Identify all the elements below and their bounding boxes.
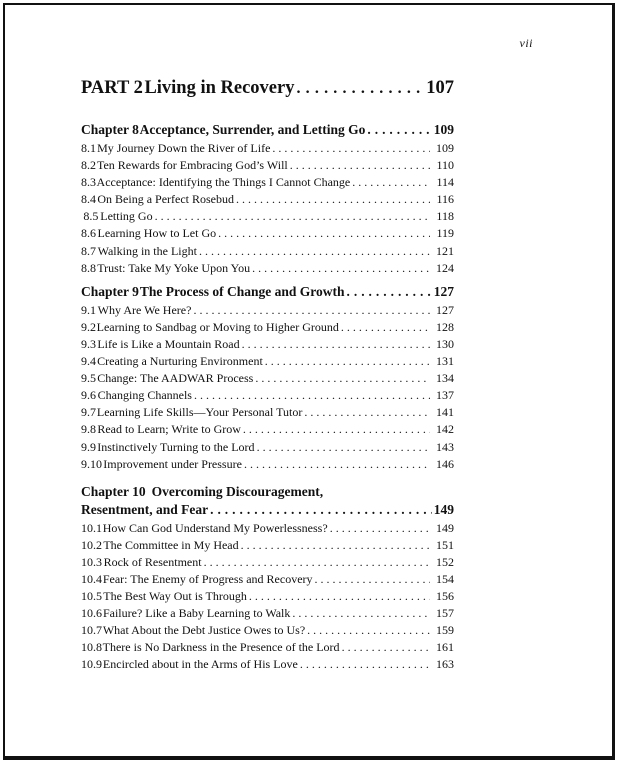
section-page: 119 bbox=[436, 226, 454, 241]
toc-entry[interactable] bbox=[81, 244, 454, 261]
section-title: Rock of Resentment bbox=[103, 554, 202, 569]
part-page: 107 bbox=[426, 78, 454, 98]
dot-leader bbox=[347, 284, 432, 300]
section-page: 134 bbox=[436, 371, 454, 386]
dot-leader bbox=[341, 320, 430, 335]
section-page: 130 bbox=[436, 336, 454, 351]
section-page: 163 bbox=[436, 657, 454, 672]
section-number: 9.5 bbox=[81, 371, 96, 386]
dot-leader bbox=[199, 244, 430, 259]
chapter-title-line2: Resentment, and Fear bbox=[81, 501, 209, 517]
chapter-title-line1: Overcoming Discouragement, bbox=[151, 483, 324, 499]
dot-leader bbox=[249, 589, 430, 604]
section-title: Why Are We Here? bbox=[97, 302, 192, 317]
toc-entry[interactable] bbox=[81, 623, 454, 640]
section-page: 128 bbox=[436, 319, 454, 334]
chapter-9-block bbox=[81, 284, 454, 474]
section-title: Change: The AADWAR Process bbox=[97, 371, 254, 386]
section-title: Walking in the Light bbox=[97, 243, 197, 258]
section-page: 114 bbox=[436, 175, 454, 190]
dot-leader bbox=[342, 640, 430, 655]
toc-entry[interactable] bbox=[81, 209, 454, 226]
part-label: PART 2 bbox=[81, 78, 143, 98]
section-title: There is No Darkness in the Presence of the Lord bbox=[102, 640, 340, 655]
toc-entry[interactable] bbox=[81, 303, 454, 320]
section-page: 152 bbox=[436, 554, 454, 569]
section-page: 149 bbox=[436, 520, 454, 535]
section-title: The Best Way Out is Through bbox=[103, 589, 247, 604]
dot-leader bbox=[257, 440, 430, 455]
section-number: 8.3 bbox=[81, 175, 96, 190]
toc-entry[interactable] bbox=[81, 572, 454, 589]
toc-entry[interactable] bbox=[81, 192, 454, 209]
section-title: Learning How to Let Go bbox=[97, 226, 217, 241]
section-number: 9.9 bbox=[81, 439, 96, 454]
dot-leader bbox=[155, 209, 430, 224]
section-number: 10.5 bbox=[81, 589, 102, 604]
toc-entry[interactable] bbox=[81, 337, 454, 354]
section-title: Changing Channels bbox=[97, 388, 192, 403]
table-of-contents bbox=[81, 78, 454, 675]
section-number: 10.6 bbox=[81, 606, 102, 621]
dot-leader bbox=[272, 141, 430, 156]
dot-leader bbox=[330, 521, 430, 536]
section-page: 116 bbox=[436, 192, 454, 207]
dot-leader bbox=[290, 158, 430, 173]
toc-entry[interactable] bbox=[81, 521, 454, 538]
toc-entry[interactable] bbox=[81, 141, 454, 158]
section-title: My Journey Down the River of Life bbox=[97, 141, 271, 155]
section-number: 8.1 bbox=[81, 141, 96, 155]
dot-leader bbox=[242, 337, 430, 352]
toc-entry[interactable] bbox=[81, 457, 454, 474]
chapter-title: The Process of Change and Growth bbox=[139, 283, 345, 299]
toc-entry[interactable] bbox=[81, 405, 454, 422]
section-page: 157 bbox=[436, 606, 454, 621]
section-number: 9.3 bbox=[81, 336, 96, 351]
section-title: Encircled about in the Arms of His Love bbox=[102, 657, 298, 672]
toc-entry[interactable] bbox=[81, 555, 454, 572]
toc-entry[interactable] bbox=[81, 158, 454, 175]
section-page: 156 bbox=[436, 589, 454, 604]
toc-entry[interactable] bbox=[81, 354, 454, 371]
section-title: Learning Life Skills—Your Personal Tutor bbox=[96, 405, 303, 420]
section-number: 10.4 bbox=[81, 571, 102, 586]
section-page: 146 bbox=[436, 456, 454, 471]
section-page: 127 bbox=[436, 302, 454, 317]
dot-leader bbox=[352, 175, 430, 190]
chapter-8-block bbox=[81, 122, 454, 278]
section-page: 121 bbox=[436, 243, 454, 258]
dot-leader bbox=[292, 606, 430, 621]
dot-leader bbox=[307, 623, 430, 638]
section-number: 8.4 bbox=[81, 192, 96, 207]
toc-entry[interactable] bbox=[81, 657, 454, 674]
chapter-heading[interactable] bbox=[81, 284, 454, 303]
toc-entry[interactable] bbox=[81, 640, 454, 657]
chapter-label: Chapter 8 bbox=[81, 122, 139, 137]
section-number: 10.3 bbox=[81, 554, 102, 569]
dot-leader bbox=[265, 354, 430, 369]
toc-entry[interactable] bbox=[81, 320, 454, 337]
section-number: 10.9 bbox=[81, 657, 102, 672]
section-title: Learning to Sandbag or Moving to Higher Ground bbox=[96, 319, 339, 334]
section-title: What About the Debt Justice Owes to Us? bbox=[102, 623, 306, 638]
section-title: The Committee in My Head bbox=[103, 537, 239, 552]
dot-leader bbox=[194, 388, 430, 403]
section-number: 8.7 bbox=[81, 243, 96, 258]
dot-leader bbox=[244, 457, 430, 472]
chapter-heading-line2[interactable] bbox=[81, 502, 454, 521]
section-title: Failure? Like a Baby Learning to Walk bbox=[102, 606, 291, 621]
section-page: 142 bbox=[436, 422, 454, 437]
part-heading[interactable] bbox=[81, 78, 454, 106]
dot-leader bbox=[255, 371, 430, 386]
section-title: How Can God Understand My Powerlessness? bbox=[102, 520, 328, 535]
section-number: 9.10 bbox=[81, 456, 102, 471]
part-title: Living in Recovery bbox=[144, 78, 295, 98]
dot-leader bbox=[241, 538, 430, 553]
chapter-label: Chapter 10 bbox=[81, 483, 146, 499]
section-number: 8.8 bbox=[81, 260, 96, 275]
dot-leader bbox=[300, 657, 430, 672]
section-page: 159 bbox=[436, 623, 454, 638]
section-number: 9.2 bbox=[81, 319, 96, 334]
section-number: 10.8 bbox=[81, 640, 102, 655]
dot-leader bbox=[367, 122, 431, 138]
dot-leader bbox=[315, 572, 430, 587]
page-number: vii bbox=[519, 36, 533, 50]
toc-entry[interactable] bbox=[81, 422, 454, 439]
section-number: 9.8 bbox=[81, 422, 96, 437]
chapter-label: Chapter 9 bbox=[81, 283, 139, 299]
toc-entry[interactable] bbox=[81, 589, 454, 606]
section-number: 10.7 bbox=[81, 623, 102, 638]
chapter-title: Acceptance, Surrender, and Letting Go bbox=[139, 122, 366, 137]
dot-leader bbox=[252, 261, 430, 276]
section-title: Trust: Take My Yoke Upon You bbox=[97, 260, 251, 275]
section-number: 9.6 bbox=[81, 388, 96, 403]
section-page: 151 bbox=[436, 537, 454, 552]
section-page: 143 bbox=[436, 439, 454, 454]
chapter-heading[interactable] bbox=[81, 122, 454, 141]
section-page: 137 bbox=[436, 388, 454, 403]
section-page: 131 bbox=[436, 354, 454, 369]
section-number: 10.1 bbox=[81, 520, 102, 535]
section-page: 124 bbox=[436, 260, 454, 275]
section-number: 8.6 bbox=[81, 226, 96, 241]
dot-leader bbox=[243, 422, 430, 437]
chapter-heading-line1[interactable] bbox=[81, 484, 454, 502]
section-page: 141 bbox=[436, 405, 454, 420]
section-title: Creating a Nurturing Environment bbox=[97, 354, 263, 369]
section-number: 9.4 bbox=[81, 354, 96, 369]
dot-leader bbox=[236, 192, 430, 207]
toc-entry[interactable] bbox=[81, 175, 454, 192]
section-title: Instinctively Turning to the Lord bbox=[97, 439, 255, 454]
section-title: Acceptance: Identifying the Things I Cannot Change bbox=[96, 175, 351, 190]
chapter-page: 109 bbox=[433, 122, 454, 137]
toc-entry[interactable] bbox=[81, 371, 454, 388]
dot-leader bbox=[218, 226, 430, 241]
section-page: 161 bbox=[436, 640, 454, 655]
dot-leader bbox=[304, 405, 430, 420]
dot-leader bbox=[193, 303, 430, 318]
section-title: On Being a Perfect Rosebud bbox=[97, 192, 234, 207]
section-title: Letting Go bbox=[100, 209, 153, 224]
section-title: Read to Learn; Write to Grow bbox=[97, 422, 241, 437]
dot-leader bbox=[210, 502, 432, 518]
toc-entry[interactable] bbox=[81, 440, 454, 457]
chapter-page: 149 bbox=[433, 501, 454, 517]
toc-entry[interactable] bbox=[81, 388, 454, 405]
section-title: Life is Like a Mountain Road bbox=[97, 336, 240, 351]
section-page: 109 bbox=[436, 141, 454, 155]
section-page: 154 bbox=[436, 571, 454, 586]
section-title: Ten Rewards for Embracing God’s Will bbox=[96, 158, 288, 173]
section-title: Improvement under Pressure bbox=[103, 456, 242, 471]
toc-entry[interactable] bbox=[81, 606, 454, 623]
section-number: 8.5 bbox=[83, 209, 99, 224]
section-title: Fear: The Enemy of Progress and Recovery bbox=[102, 571, 313, 586]
section-number: 9.1 bbox=[81, 302, 96, 317]
section-number: 9.7 bbox=[81, 405, 96, 420]
section-number: 10.2 bbox=[81, 537, 102, 552]
toc-entry[interactable] bbox=[81, 226, 454, 243]
section-page: 110 bbox=[436, 158, 454, 173]
chapter-10-block bbox=[81, 484, 454, 675]
toc-entry[interactable] bbox=[81, 261, 454, 278]
toc-entry[interactable] bbox=[81, 538, 454, 555]
dot-leader bbox=[204, 555, 430, 570]
dot-leader bbox=[296, 80, 424, 98]
chapter-page: 127 bbox=[433, 283, 454, 299]
section-number: 8.2 bbox=[81, 158, 96, 173]
section-page: 118 bbox=[436, 209, 454, 224]
